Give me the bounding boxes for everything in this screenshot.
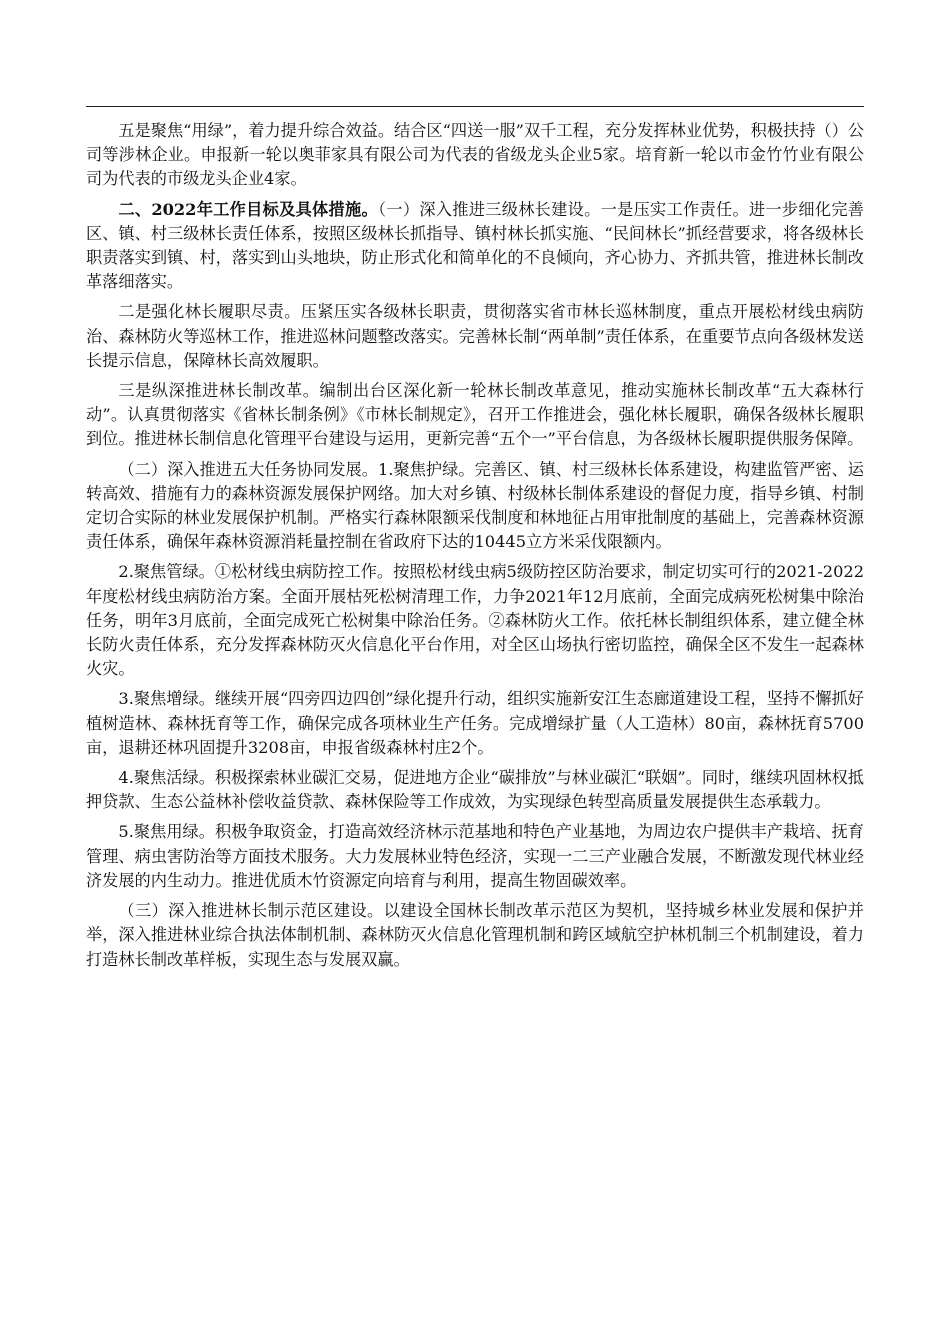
paragraph-5: [86, 458, 864, 555]
header-rule: [86, 106, 864, 107]
paragraph-text: （三）深入推进林长制示范区建设。以建设全国林长制改革示范区为契机，坚持城乡林业发展和保护并举，深入推进林业综合执法体制机制、森林防灭火信息化管理机制和跨区域航空护林机制三个机制建设，着力打造林长制改革样板，实现生态与发展双赢。: [86, 901, 864, 969]
paragraph-6: [86, 560, 864, 681]
paragraph-text: 5.聚焦用绿。积极争取资金，打造高效经济林示范基地和特色产业基地，为周边农户提供丰产栽培、抚育管理、病虫害防治等方面技术服务。大力发展林业特色经济，实现一二三产业融合发展，不断激发现代林业经济发展的内生动力。推进优质木竹资源定向培育与利用，提高生物固碳效率。: [86, 822, 864, 890]
paragraph-8: [86, 766, 864, 814]
paragraph-10: [86, 899, 864, 972]
paragraph-4: [86, 379, 864, 452]
section-heading: 二、2022年工作目标及具体措施。: [118, 199, 378, 219]
paragraph-text: 2.聚焦管绿。①松材线虫病防控工作。按照松材线虫病5级防控区防治要求，制定切实可行的2021-2022年度松材线虫病防治方案。全面开展枯死松树清理工作，力争2021年12月底前，全面完成病死松树集中除治任务，明年3月底前，全面完成死亡松树集中除治任务。②森林防火工作。依托林长制组织体系，建立健全林长防火责任体系，充分发挥森林防灭火信息化平台作用，对全区山场执行密切监控，确保全区不发生一起森林火灾。: [86, 562, 864, 679]
paragraph-1: [86, 119, 864, 192]
paragraph-9: [86, 820, 864, 893]
paragraph-text: （二）深入推进五大任务协同发展。1.聚焦护绿。完善区、镇、村三级林长体系建设，构建监管严密、运转高效、措施有力的森林资源发展保护网络。加大对乡镇、村级林长制体系建设的督促力度，指导乡镇、村制定切合实际的林业发展保护机制。严格实行森林限额采伐制度和林地征占用审批制度的基础上，完善森林资源责任体系，确保年森林资源消耗量控制在省政府下达的10445立方米采伐限额内。: [86, 459, 864, 552]
paragraph-2: [86, 198, 864, 295]
paragraph-text: （一）深入推进三级林长建设。一是压实工作责任。进一步细化完善区、镇、村三级林长责任体系，按照区级林长抓指导、镇村林长抓实施、“民间林长”抓经营要求，将各级林长职责落实到镇、村，落实到山头地块，防止形式化和简单化的不良倾向，齐心协力、齐抓共管，推进林长制改革落细落实。: [86, 199, 864, 292]
document-body: [86, 119, 864, 978]
paragraph-text: 三是纵深推进林长制改革。编制出台区深化新一轮林长制改革意见，推动实施林长制改革“五大森林行动”。认真贯彻落实《省林长制条例》《市林长制规定》，召开工作推进会，强化林长履职，确保各级林长履职到位。推进林长制信息化管理平台建设与运用，更新完善“五个一”平台信息，为各级林长履职提供服务保障。: [86, 381, 864, 449]
paragraph-text: 二是强化林长履职尽责。压紧压实各级林长职责，贯彻落实省市林长巡林制度，重点开展松材线虫病防治、森林防火等巡林工作，推进巡林问题整改落实。完善林长制“两单制”责任体系，在重要节点向各级林发送长提示信息，保障林长高效履职。: [86, 302, 864, 370]
paragraph-text: 3.聚焦增绿。继续开展“四旁四边四创”绿化提升行动，组织实施新安江生态廊道建设工程，坚持不懈抓好植树造林、森林抚育等工作，确保完成各项林业生产任务。完成增绿扩量（人工造林）80亩，森林抚育5700亩，退耕还林巩固提升3208亩，申报省级森林村庄2个。: [86, 689, 864, 757]
paragraph-7: [86, 687, 864, 760]
paragraph-3: [86, 300, 864, 373]
paragraph-text: 五是聚焦“用绿”，着力提升综合效益。结合区“四送一服”双千工程，充分发挥林业优势，积极扶持（）公司等涉林企业。申报新一轮以奥菲家具有限公司为代表的省级龙头企业5家。培育新一轮以市金竹竹业有限公司为代表的市级龙头企业4家。: [86, 121, 864, 189]
paragraph-text: 4.聚焦活绿。积极探索林业碳汇交易，促进地方企业“碳排放”与林业碳汇“联姻”。同时，继续巩固林权抵押贷款、生态公益林补偿收益贷款、森林保险等工作成效，为实现绿色转型高质量发展提供生态承载力。: [86, 768, 864, 812]
